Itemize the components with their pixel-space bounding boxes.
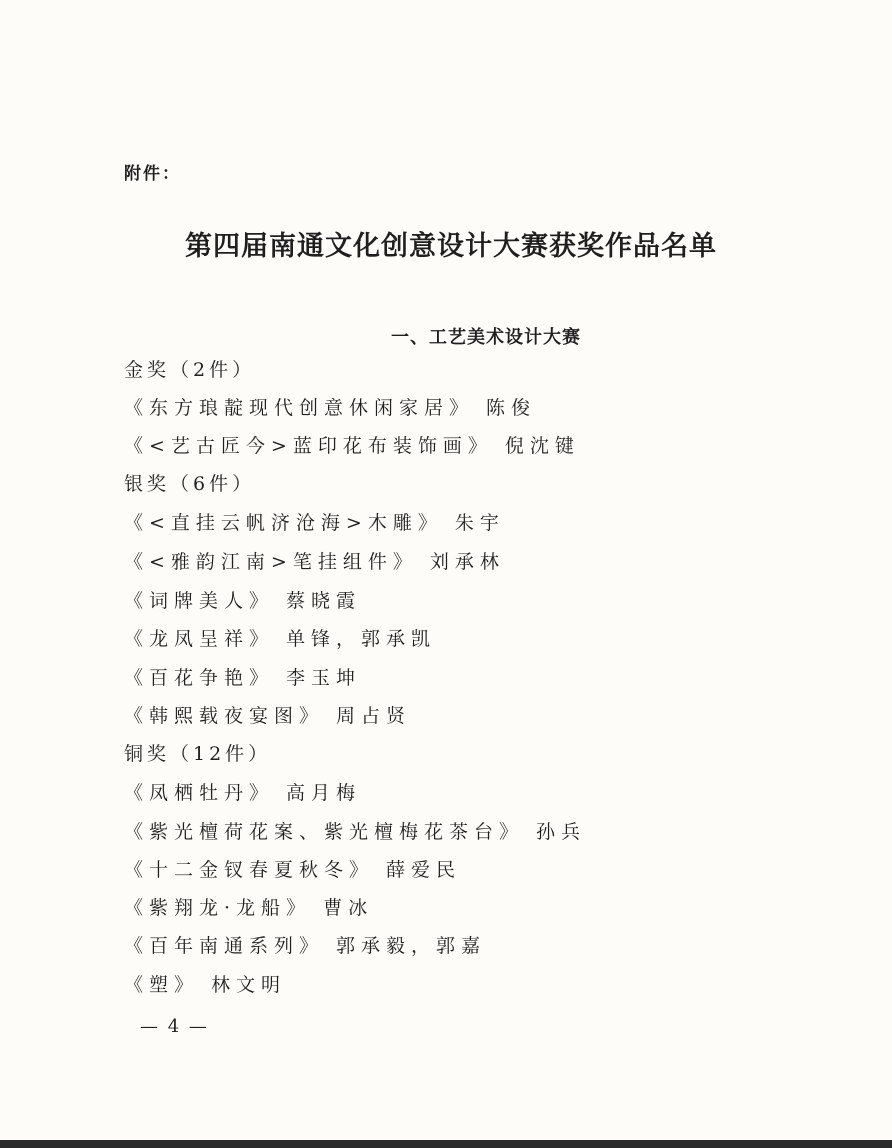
silver-award-heading: 银奖（6件）	[124, 473, 256, 495]
scan-bottom-edge	[0, 1140, 892, 1148]
silver-award-entry: 《百花争艳》 李玉坤	[124, 667, 362, 689]
bronze-award-entry: 《十二金钗春夏秋冬》 薛爱民	[124, 859, 462, 881]
bronze-award-entry: 《百年南通系列》 郭承毅，郭嘉	[124, 935, 487, 957]
bronze-award-entry: 《紫翔龙·龙船》 曹冰	[124, 897, 374, 919]
silver-award-entry: 《龙凤呈祥》 单锋，郭承凯	[124, 628, 437, 650]
silver-award-entry: 《韩熙载夜宴图》 周占贤	[124, 705, 412, 727]
bronze-award-heading: 铜奖（12件）	[124, 743, 272, 765]
gold-award-heading: 金奖（2件）	[124, 359, 256, 381]
page-number: — 4 —	[140, 1016, 209, 1037]
attachment-label: 附件：	[124, 164, 181, 184]
silver-award-entry: 《<雅韵江南>笔挂组件》 刘承林	[124, 551, 505, 573]
gold-award-entry: 《<艺古匠今>蓝印花布装饰画》 倪沈键	[124, 435, 580, 457]
silver-award-entry: 《词牌美人》 蔡晓霞	[124, 590, 362, 612]
bronze-award-entry: 《塑》 林文明	[124, 974, 287, 996]
section-heading: 一、工艺美术设计大赛	[391, 327, 581, 348]
gold-award-entry: 《东方琅靛现代创意休闲家居》 陈俊	[124, 397, 537, 419]
document-title: 第四届南通文化创意设计大赛获奖作品名单	[185, 231, 717, 262]
bronze-award-entry: 《紫光檀荷花案、紫光檀梅花茶台》 孙兵	[124, 821, 587, 843]
silver-award-entry: 《<直挂云帆济沧海>木雕》 朱宇	[124, 512, 505, 534]
bronze-award-entry: 《凤栖牡丹》 高月梅	[124, 782, 362, 804]
